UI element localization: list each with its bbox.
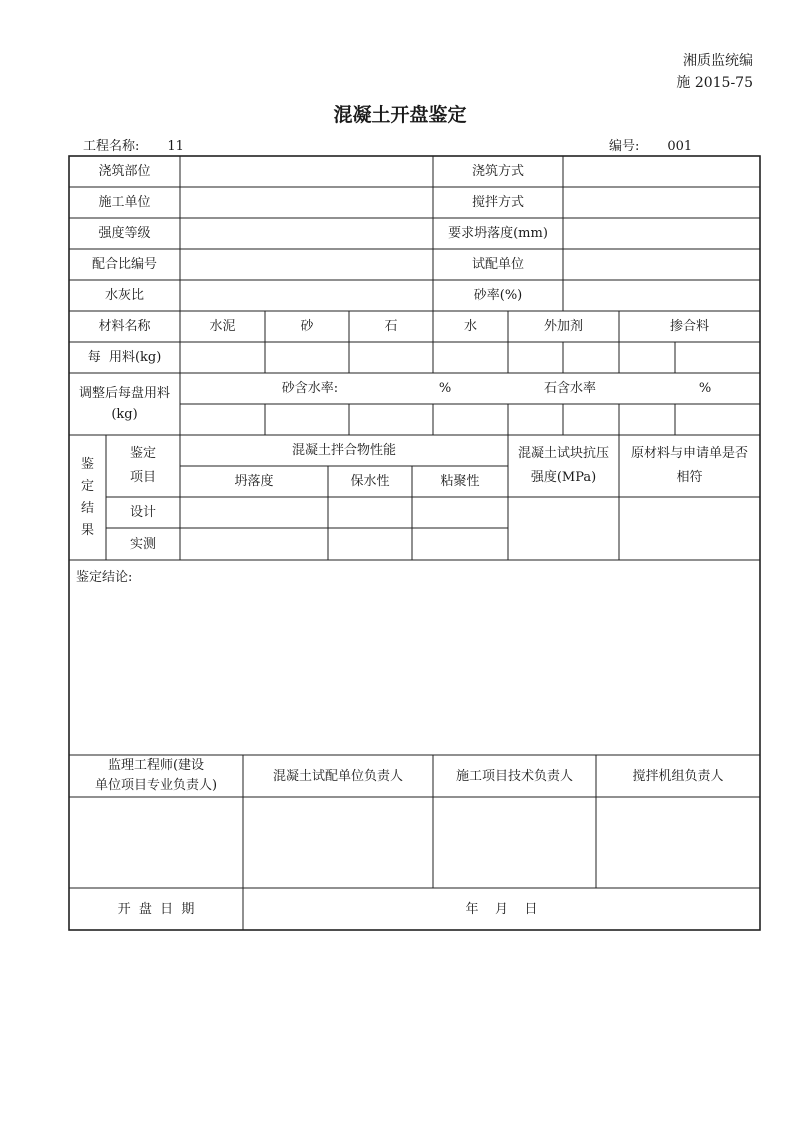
stone-moisture-unit: % bbox=[698, 381, 712, 396]
supervisor-label-line1: 监理工程师(建设 bbox=[107, 758, 205, 773]
pour-location-field[interactable] bbox=[180, 156, 433, 187]
material-additive: 外加剂 bbox=[543, 319, 583, 334]
open-date-field[interactable]: 年 月 日 bbox=[465, 901, 538, 917]
form-number-value: 001 bbox=[667, 139, 693, 154]
required-slump-label: 要求坍落度(mm) bbox=[448, 226, 548, 241]
material-admixture: 掺合料 bbox=[669, 319, 709, 334]
project-name-value: 11 bbox=[167, 139, 184, 154]
trial-unit-label: 试配单位 bbox=[471, 257, 524, 272]
mixture-performance-header: 混凝土拌合物性能 bbox=[291, 443, 396, 458]
material-sand: 砂 bbox=[300, 319, 314, 334]
construction-unit-label: 施工单位 bbox=[98, 195, 151, 210]
pour-method-field[interactable] bbox=[563, 156, 760, 187]
water-retention-header: 保水性 bbox=[350, 474, 390, 489]
material-conformity-line1: 原材料与申请单是否 bbox=[630, 446, 748, 461]
material-cement: 水泥 bbox=[209, 319, 236, 334]
open-date-label: 开 盘 日 期 bbox=[117, 901, 195, 917]
form-code-line1: 湘质监统编 bbox=[683, 53, 753, 69]
appraisal-conclusion[interactable] bbox=[69, 560, 760, 755]
side-char-1: 鉴 bbox=[80, 456, 94, 472]
side-char-4: 果 bbox=[80, 522, 94, 538]
compressive-strength-line1: 混凝土试块抗压 bbox=[517, 446, 609, 461]
material-conformity-header bbox=[619, 435, 760, 497]
stone-moisture-label: 石含水率 bbox=[543, 381, 596, 396]
compressive-strength-line2: 强度(MPa) bbox=[530, 470, 597, 485]
mixing-method-field[interactable] bbox=[563, 187, 760, 218]
water-cement-ratio-field[interactable] bbox=[180, 280, 433, 311]
appraisal-item-line1: 鉴定 bbox=[129, 446, 156, 461]
pour-method-label: 浇筑方式 bbox=[471, 164, 524, 179]
usage-per-label: 每 用料(kg) bbox=[87, 350, 162, 365]
construction-unit-field[interactable] bbox=[180, 187, 433, 218]
appraisal-item-line2: 项目 bbox=[129, 470, 156, 485]
appraisal-result-side-label bbox=[69, 435, 106, 560]
mixer-head-signature-field[interactable] bbox=[596, 797, 760, 888]
mix-ratio-no-label: 配合比编号 bbox=[91, 257, 157, 272]
compressive-strength-header bbox=[508, 435, 619, 497]
construction-tech-head-label: 施工项目技术负责人 bbox=[455, 768, 573, 784]
appraisal-conclusion-label: 鉴定结论: bbox=[76, 570, 133, 585]
pour-location-label: 浇筑部位 bbox=[98, 164, 151, 179]
supervisor-signature-field[interactable] bbox=[69, 797, 243, 888]
material-name-label: 材料名称 bbox=[98, 319, 151, 334]
slump-header: 坍落度 bbox=[234, 474, 274, 489]
project-name-label: 工程名称: bbox=[83, 139, 140, 154]
material-water: 水 bbox=[463, 319, 477, 334]
sand-moisture-label: 砂含水率: bbox=[281, 381, 339, 396]
side-char-3: 结 bbox=[80, 500, 94, 516]
construction-tech-head-signature-field[interactable] bbox=[433, 797, 596, 888]
water-cement-ratio-label: 水灰比 bbox=[104, 288, 144, 303]
supervisor-label-line2: 单位项目专业负责人) bbox=[94, 778, 218, 793]
material-stone: 石 bbox=[384, 319, 398, 334]
supervisor-label bbox=[69, 755, 243, 797]
mix-ratio-no-field[interactable] bbox=[180, 249, 433, 280]
trial-unit-head-label: 混凝土试配单位负责人 bbox=[272, 768, 403, 784]
required-slump-field[interactable] bbox=[563, 218, 760, 249]
adjusted-usage-label-line1: 调整后每盘用料 bbox=[78, 386, 170, 401]
mixing-method-label: 搅拌方式 bbox=[471, 195, 524, 210]
appraisal-item-label bbox=[106, 435, 180, 497]
side-char-2: 定 bbox=[80, 478, 94, 494]
form-number-label: 编号: bbox=[609, 139, 640, 154]
strength-grade-field[interactable] bbox=[180, 218, 433, 249]
form-code-line2: 施 2015-75 bbox=[676, 75, 753, 91]
material-conformity-line2: 相符 bbox=[676, 470, 703, 485]
strength-grade-label: 强度等级 bbox=[98, 226, 151, 241]
cohesion-header: 粘聚性 bbox=[440, 474, 480, 489]
sand-moisture-unit: % bbox=[438, 381, 452, 396]
sand-ratio-field[interactable] bbox=[563, 280, 760, 311]
sand-ratio-label: 砂率(%) bbox=[473, 288, 523, 303]
trial-unit-field[interactable] bbox=[563, 249, 760, 280]
adjusted-usage-label-line2: (kg) bbox=[111, 407, 138, 422]
trial-unit-head-signature-field[interactable] bbox=[243, 797, 433, 888]
adjusted-usage-label bbox=[69, 373, 180, 435]
mixer-head-label: 搅拌机组负责人 bbox=[632, 768, 724, 784]
design-row-label: 设计 bbox=[129, 505, 156, 520]
page-title: 混凝土开盘鉴定 bbox=[333, 104, 467, 126]
measured-row-label: 实测 bbox=[129, 536, 156, 552]
